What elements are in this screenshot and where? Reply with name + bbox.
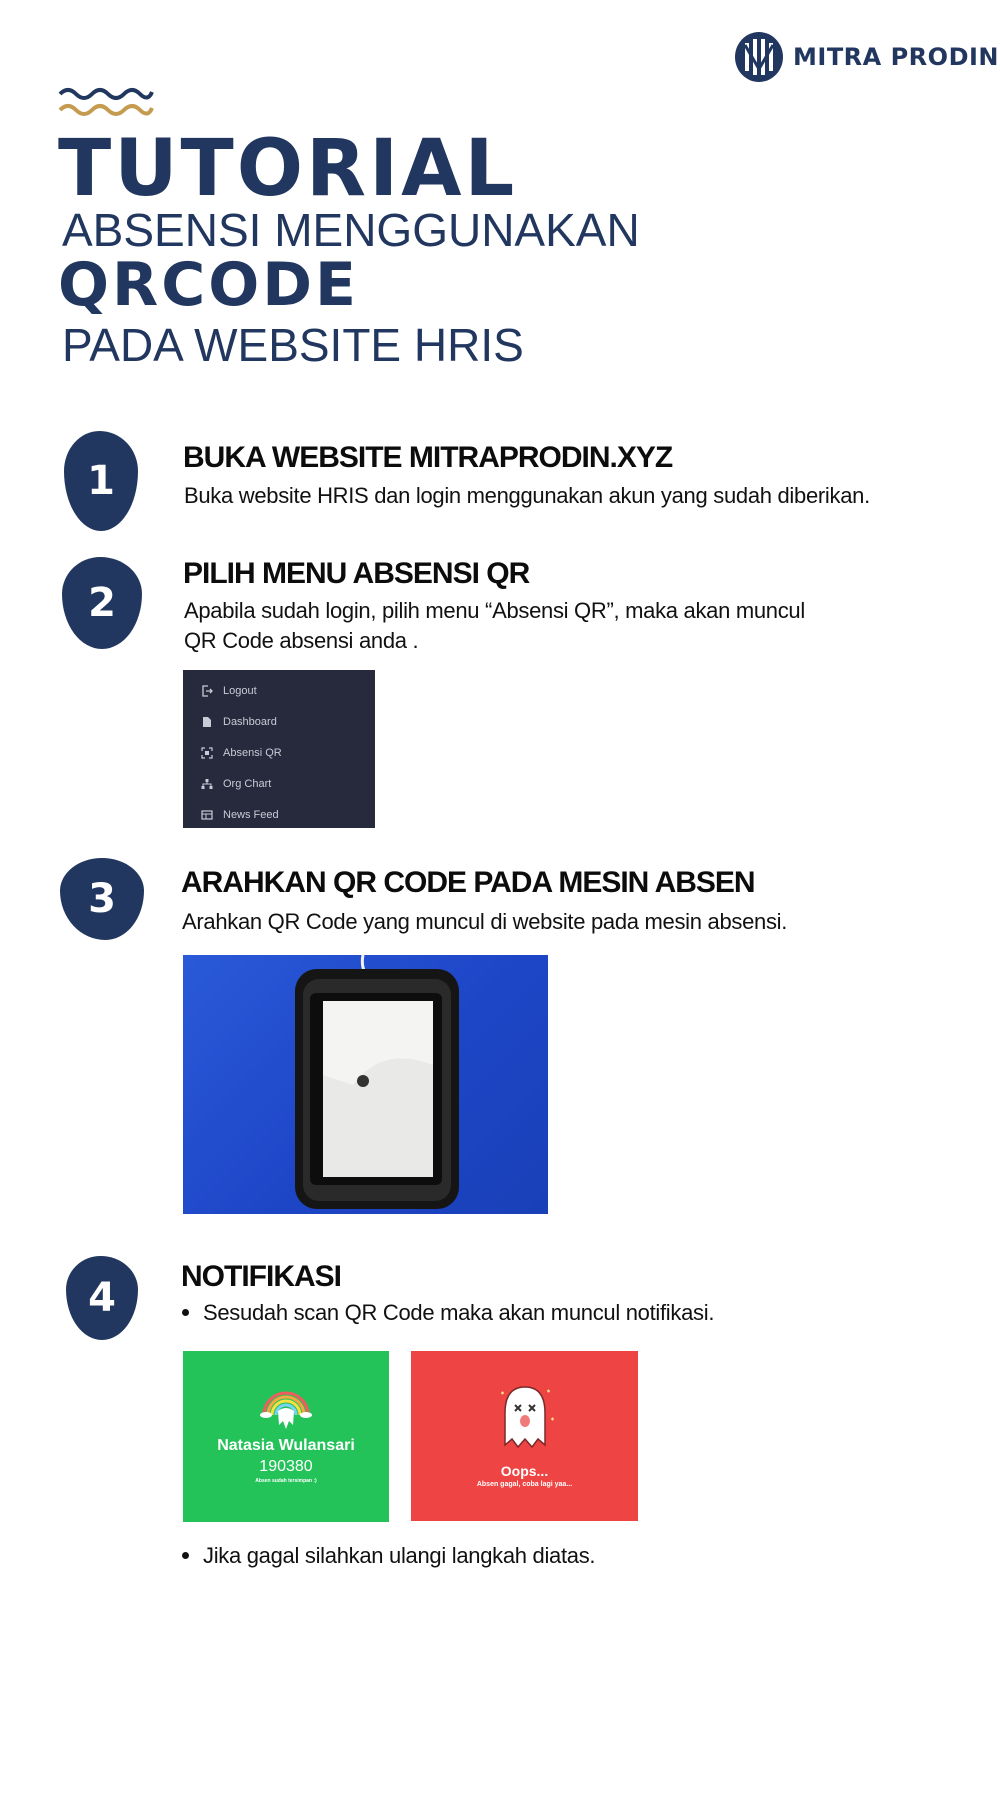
mitra-prodin-logo-icon — [733, 31, 785, 83]
document-icon — [201, 716, 213, 728]
menu-item-absensi-qr — [201, 747, 282, 759]
page-subtitle-line: ABSENSI MENGGUNAKAN — [62, 204, 640, 256]
step-description: Buka website HRIS dan login menggunakan akun yang sudah diberikan. — [184, 483, 870, 508]
page-title: TUTORIAL — [58, 124, 518, 214]
notification-message: Absen gagal, coba lagi yaa... — [476, 1481, 573, 1488]
menu-item-label: News Feed — [223, 809, 279, 821]
menu-item-org-chart — [201, 778, 271, 790]
menu-screenshot — [183, 670, 375, 828]
qr-scanner-photo — [183, 955, 548, 1214]
bullet-item — [182, 1298, 714, 1328]
page-subtitle-line: PADA WEBSITE HRIS — [62, 319, 524, 371]
step-number-badge: 4 — [66, 1256, 138, 1340]
ghost-icon — [491, 1379, 559, 1457]
step-description — [184, 596, 824, 656]
notification-id: 190380 — [259, 1458, 313, 1475]
menu-item-logout — [201, 685, 257, 697]
qr-scanner-device-image — [183, 955, 548, 1214]
bullet-dot-icon — [182, 1552, 189, 1559]
menu-item-label: Dashboard — [223, 716, 277, 728]
rainbow-tooth-icon — [258, 1391, 314, 1433]
menu-item-dashboard — [201, 716, 277, 728]
brand-name: MITRA PRODIN — [793, 43, 1000, 71]
brand-logo — [733, 31, 999, 83]
menu-item-news-feed — [201, 809, 279, 821]
bullet-text: Sesudah scan QR Code maka akan muncul notifikasi. — [203, 1300, 715, 1325]
wave-decoration-icon — [58, 84, 154, 118]
bullet-text: Jika gagal silahkan ulangi langkah diatas. — [203, 1543, 596, 1568]
org-chart-icon — [201, 778, 213, 790]
page-title-qrcode: QRCODE — [58, 250, 360, 320]
qr-scan-icon — [201, 747, 213, 759]
notification-name: Natasia Wulansari — [217, 1437, 355, 1454]
step-title: ARAHKAN QR CODE PADA MESIN ABSEN — [181, 866, 755, 899]
step-number-badge: 3 — [60, 858, 144, 940]
menu-item-label: Logout — [223, 685, 257, 697]
menu-item-label: Absensi QR — [223, 747, 282, 759]
step-description: Arahkan QR Code yang muncul di website pada mesin absensi. — [182, 909, 788, 934]
failure-notification — [411, 1351, 638, 1521]
step-number-badge: 1 — [64, 431, 138, 531]
step-title: PILIH MENU ABSENSI QR — [183, 557, 530, 590]
step-description-line: QR Code absensi anda . — [184, 628, 419, 653]
bullet-item — [182, 1541, 595, 1571]
notification-title: Oops... — [500, 1463, 549, 1479]
bullet-dot-icon — [182, 1309, 189, 1316]
news-feed-icon — [201, 809, 213, 821]
step-number-badge: 2 — [62, 557, 142, 649]
success-notification — [183, 1351, 389, 1522]
step-title: BUKA WEBSITE MITRAPRODIN.XYZ — [183, 441, 673, 474]
logout-icon — [201, 685, 213, 697]
notification-message: Absen sudah tersimpan :) — [255, 1478, 317, 1484]
step-title: NOTIFIKASI — [181, 1260, 341, 1293]
menu-item-label: Org Chart — [223, 778, 272, 790]
step-description-line: Apabila sudah login, pilih menu “Absensi QR”, maka akan muncul — [184, 598, 805, 623]
